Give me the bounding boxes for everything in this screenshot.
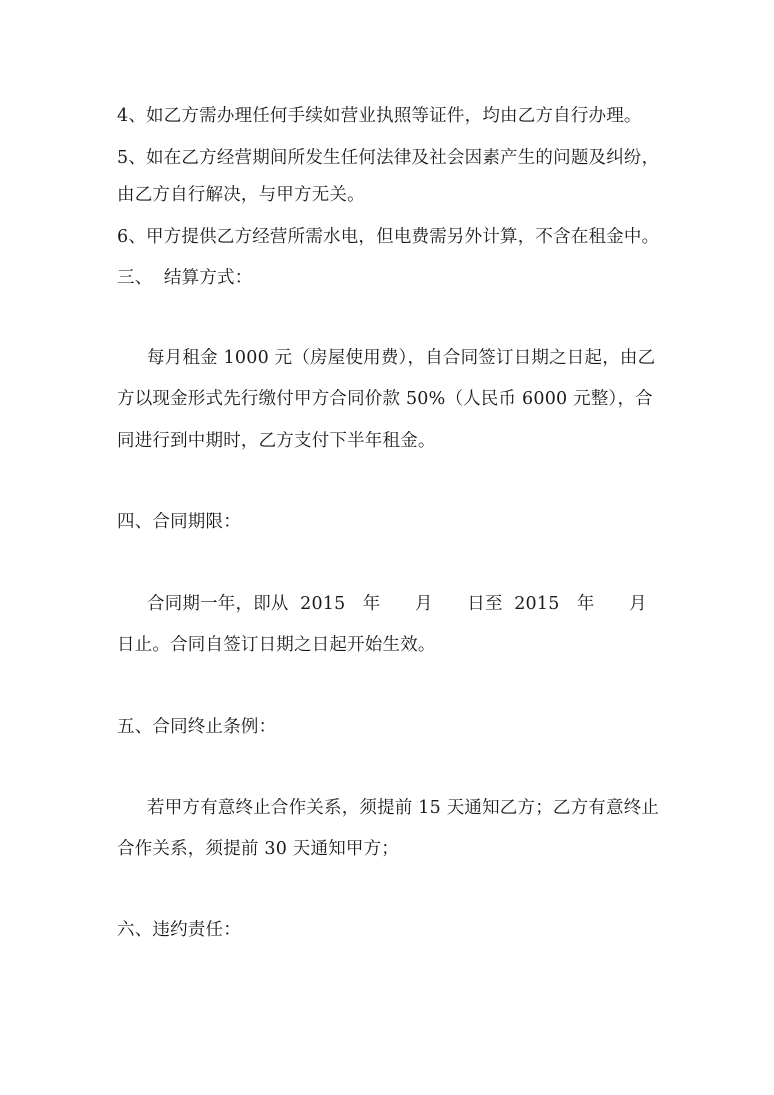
section-6-heading: 六、违约责任： — [117, 920, 241, 940]
clause-5-line-1: 5、如在乙方经营期间所发生任何法律及社会因素产生的问题及纠纷， — [117, 148, 660, 168]
section-5-paragraph-line-2: 合作关系，须提前 30 天通知甲方； — [117, 839, 399, 859]
section-4-heading: 四、合同期限： — [117, 512, 241, 532]
clause-5-line-2: 由乙方自行解决，与甲方无关。 — [117, 185, 365, 205]
section-3-paragraph-line-3: 同进行到中期时，乙方支付下半年租金。 — [117, 431, 436, 451]
section-5-paragraph-line-1: 若甲方有意终止合作关系，须提前 15 天通知乙方；乙方有意终止 — [147, 798, 660, 818]
section-5-heading: 五、合同终止条例： — [117, 717, 277, 737]
section-3-paragraph-line-2: 方以现金形式先行缴付甲方合同价款 50%（人民币 6000 元整），合 — [117, 389, 653, 409]
section-4-paragraph-line-2: 日止。合同自签订日期之日起开始生效。 — [117, 635, 436, 655]
clause-4: 4、如乙方需办理任何手续如营业执照等证件，均由乙方自行办理。 — [117, 106, 642, 126]
clause-6: 6、甲方提供乙方经营所需水电，但电费需另外计算，不含在租金中。 — [117, 227, 660, 247]
section-4-paragraph-line-1: 合同期一年，即从 2015 年 月 日至 2015 年 月 — [147, 594, 647, 614]
section-3-paragraph-line-1: 每月租金 1000 元（房屋使用费），自合同签订日期之日起，由乙 — [147, 348, 656, 368]
section-3-heading: 三、 结算方式： — [117, 268, 253, 288]
